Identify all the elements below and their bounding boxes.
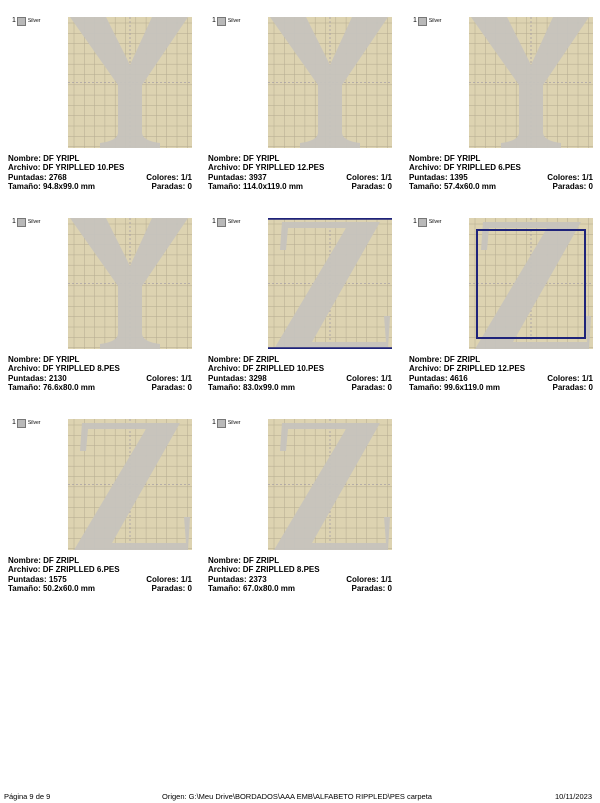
design-file: DF ZRIPLLED 10.PES [242,364,325,374]
design-info [409,355,593,392]
thread-color-box [17,17,26,26]
colors-line: Colores: 1/1 [146,373,192,383]
thread-swatch [212,418,240,428]
design-preview [268,218,392,349]
thread-swatch [413,16,441,26]
print-date: 10/11/2023 [555,792,592,801]
colors-line: Colores: 1/1 [346,373,392,383]
stitches-line: Puntadas: 2768 [8,172,67,182]
thread-number: 1 [413,218,417,225]
thread-color-box [418,17,427,26]
design-stops: 0 [588,181,593,191]
design-stitches: 4616 [449,373,468,383]
size-line: Tamaño: 114.0x119.0 mm [208,181,304,191]
thread-color-box [17,419,26,428]
design-preview [268,17,392,148]
thread-number: 1 [212,218,216,225]
stitches-line: Puntadas: 1395 [409,172,468,182]
stops-line: Paradas: 0 [351,181,392,191]
design-info [208,355,392,392]
design-name: DF ZRIPL [243,355,280,364]
design-file: DF YRIPLLED 10.PES [42,163,125,173]
file-line: Archivo: DF ZRIPLLED 12.PES [409,364,526,374]
file-line: Archivo: DF ZRIPLLED 10.PES [208,364,325,374]
design-info [208,154,392,191]
stops-line: Paradas: 0 [552,382,593,392]
file-line: Archivo: DF ZRIPLLED 6.PES [8,565,120,575]
design-size: 50.2x60.0 mm [42,583,96,593]
design-size: 94.8x99.0 mm [42,181,96,191]
size-line: Tamaño: 94.8x99.0 mm [8,181,96,191]
colors-line: Colores: 1/1 [547,373,593,383]
stitch-preview-canvas [268,17,392,148]
thread-swatch [212,16,240,26]
design-colors: 1/1 [380,373,392,383]
design-size: 57.4x60.0 mm [443,181,497,191]
stitches-line: Puntadas: 2373 [208,574,267,584]
design-stitches: 1575 [48,574,67,584]
design-card [8,14,196,204]
design-stops: 0 [588,382,593,392]
origin-path: Origen: G:\Meu Drive\BORDADOS\AAA EMB\ALFABETO RIPPLED\PES carpeta [162,792,432,801]
thread-number: 1 [12,419,16,426]
thread-name: Silver [428,219,442,225]
stops-line: Paradas: 0 [552,181,593,191]
design-colors: 1/1 [380,172,392,182]
size-line: Tamaño: 57.4x60.0 mm [409,181,497,191]
design-file: DF YRIPLLED 8.PES [42,364,120,374]
stitches-line: Puntadas: 2130 [8,373,67,383]
stitch-preview-canvas [68,218,192,349]
design-name: DF ZRIPL [43,556,80,565]
name-line: Nombre: DF YRIPL [8,355,80,364]
design-info [8,355,192,392]
design-info [8,556,192,593]
design-preview [68,218,192,349]
design-name: DF YRIPL [43,355,80,364]
file-line: Archivo: DF YRIPLLED 8.PES [8,364,120,374]
stops-line: Paradas: 0 [351,382,392,392]
stitches-line: Puntadas: 4616 [409,373,468,383]
thread-number: 1 [12,17,16,24]
design-preview [68,419,192,550]
design-stitches: 3937 [248,172,267,182]
stitches-line: Puntadas: 3937 [208,172,267,182]
design-card [208,14,396,204]
thread-name: Silver [27,219,41,225]
name-line: Nombre: DF YRIPL [208,154,280,163]
thread-color-box [217,218,226,227]
thread-number: 1 [413,17,417,24]
design-info [8,154,192,191]
name-line: Nombre: DF ZRIPL [409,355,481,364]
design-file: DF ZRIPLLED 8.PES [242,565,320,575]
stitches-line: Puntadas: 1575 [8,574,67,584]
design-file: DF ZRIPLLED 12.PES [443,364,526,374]
design-card [208,416,396,606]
stops-line: Paradas: 0 [351,583,392,593]
design-colors: 1/1 [581,172,593,182]
design-name: DF YRIPL [444,154,481,163]
size-line: Tamaño: 99.6x119.0 mm [409,382,501,392]
thread-color-box [17,218,26,227]
design-preview [68,17,192,148]
name-line: Nombre: DF ZRIPL [8,556,80,565]
file-line: Archivo: DF ZRIPLLED 8.PES [208,565,320,575]
name-line: Nombre: DF ZRIPL [208,556,280,565]
design-stops: 0 [187,181,192,191]
stitch-preview-canvas [268,218,392,349]
design-colors: 1/1 [581,373,593,383]
stitch-preview-canvas [268,419,392,550]
colors-line: Colores: 1/1 [346,574,392,584]
thread-color-box [217,419,226,428]
design-size: 83.0x99.0 mm [242,382,296,392]
design-size: 76.6x80.0 mm [42,382,96,392]
design-preview [268,419,392,550]
design-name: DF YRIPL [43,154,80,163]
design-card [208,215,396,405]
design-colors: 1/1 [180,574,192,584]
stops-line: Paradas: 0 [151,181,192,191]
design-card [8,215,196,405]
design-colors: 1/1 [380,574,392,584]
stitch-preview-canvas [469,218,593,349]
design-file: DF YRIPLLED 12.PES [242,163,325,173]
design-preview [469,218,593,349]
design-card [409,14,597,204]
design-size: 67.0x80.0 mm [242,583,296,593]
page-number: Página 9 de 9 [4,792,51,801]
colors-line: Colores: 1/1 [547,172,593,182]
design-file: DF YRIPLLED 6.PES [443,163,521,173]
thread-swatch [413,217,441,227]
design-preview [469,17,593,148]
thread-name: Silver [27,420,41,426]
file-line: Archivo: DF YRIPLLED 10.PES [8,163,125,173]
design-name: DF YRIPL [243,154,280,163]
thread-color-box [418,218,427,227]
thread-name: Silver [27,18,41,24]
design-stops: 0 [387,382,392,392]
file-line: Archivo: DF YRIPLLED 12.PES [208,163,325,173]
name-line: Nombre: DF YRIPL [8,154,80,163]
name-line: Nombre: DF ZRIPL [208,355,280,364]
name-line: Nombre: DF YRIPL [409,154,481,163]
design-card [409,215,597,405]
design-name: DF ZRIPL [243,556,280,565]
design-info [208,556,392,593]
design-card [8,416,196,606]
design-stitches: 1395 [449,172,468,182]
colors-line: Colores: 1/1 [146,172,192,182]
stitch-preview-canvas [68,419,192,550]
design-info [409,154,593,191]
design-name: DF ZRIPL [444,355,481,364]
file-line: Archivo: DF YRIPLLED 6.PES [409,163,521,173]
design-file: DF ZRIPLLED 6.PES [42,565,120,575]
design-stops: 0 [187,583,192,593]
thread-swatch [212,217,240,227]
design-size: 114.0x119.0 mm [242,181,304,191]
thread-number: 1 [212,17,216,24]
design-size: 99.6x119.0 mm [443,382,501,392]
design-colors: 1/1 [180,373,192,383]
thread-color-box [217,17,226,26]
thread-name: Silver [227,219,241,225]
size-line: Tamaño: 50.2x60.0 mm [8,583,96,593]
stitches-line: Puntadas: 3298 [208,373,267,383]
stitch-preview-canvas [68,17,192,148]
stitch-preview-canvas [469,17,593,148]
design-stops: 0 [187,382,192,392]
thread-name: Silver [428,18,442,24]
size-line: Tamaño: 83.0x99.0 mm [208,382,296,392]
design-colors: 1/1 [180,172,192,182]
design-stitches: 3298 [248,373,267,383]
thread-name: Silver [227,18,241,24]
colors-line: Colores: 1/1 [146,574,192,584]
design-stitches: 2130 [48,373,67,383]
size-line: Tamaño: 67.0x80.0 mm [208,583,296,593]
design-stops: 0 [387,181,392,191]
design-stops: 0 [387,583,392,593]
thread-swatch [12,418,40,428]
thread-name: Silver [227,420,241,426]
thread-number: 1 [12,218,16,225]
thread-swatch [12,217,40,227]
thread-swatch [12,16,40,26]
size-line: Tamaño: 76.6x80.0 mm [8,382,96,392]
thread-number: 1 [212,419,216,426]
design-stitches: 2768 [48,172,67,182]
stops-line: Paradas: 0 [151,382,192,392]
colors-line: Colores: 1/1 [346,172,392,182]
design-stitches: 2373 [248,574,267,584]
stops-line: Paradas: 0 [151,583,192,593]
